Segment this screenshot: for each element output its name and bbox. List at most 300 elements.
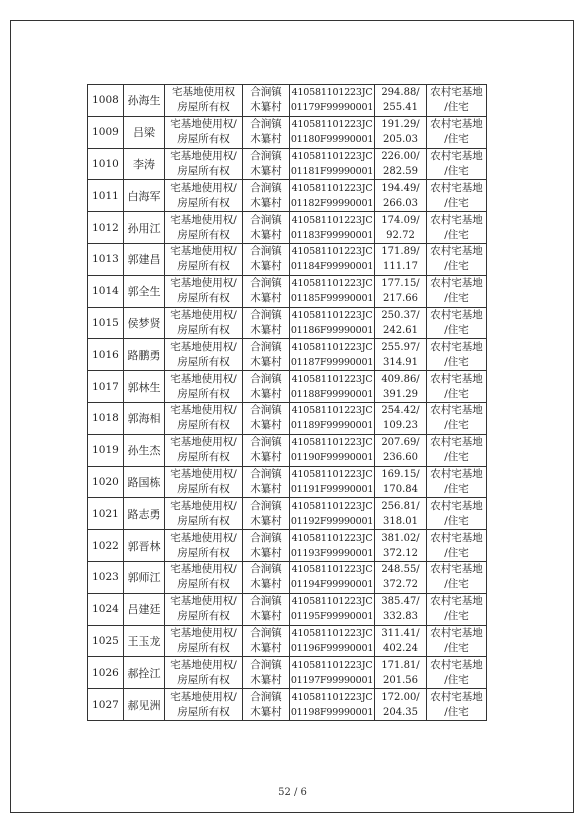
area-cell: [375, 593, 427, 625]
area-cell: [375, 689, 427, 721]
area-cell: [375, 530, 427, 562]
unit-code-cell: [290, 307, 375, 339]
owner-name-cell: 郭林生: [124, 371, 165, 403]
location-line: 木纂村: [250, 164, 282, 177]
area-line: 372.72: [383, 579, 418, 591]
usage-line: 农村宅基地: [430, 404, 483, 417]
table-row: [88, 689, 487, 721]
usage-line: 农村宅基地: [430, 690, 483, 703]
right-type-line: 房屋所有权: [177, 323, 230, 336]
area-line: 236.60: [383, 452, 418, 464]
unit-code-cell: [290, 402, 375, 434]
area-line: 191.29/: [381, 119, 420, 131]
usage-line: 农村宅基地: [430, 626, 483, 639]
area-cell: [375, 402, 427, 434]
location-cell: [243, 275, 290, 307]
record-id-cell: 1016: [88, 339, 124, 371]
unit-code-line: 410581101223JC: [291, 405, 373, 417]
right-type-cell: [165, 212, 243, 244]
usage-line: 农村宅基地: [430, 436, 483, 449]
table-row: [88, 466, 487, 498]
area-cell: [375, 243, 427, 275]
location-cell: [243, 85, 290, 117]
owner-name-cell: 郭全生: [124, 275, 165, 307]
table-row: [88, 371, 487, 403]
location-line: 合涧镇: [250, 563, 282, 576]
usage-line: /住宅: [444, 419, 469, 432]
right-type-line: 宅基地使用权/: [170, 277, 237, 290]
location-line: 合涧镇: [250, 308, 282, 321]
area-cell: [375, 339, 427, 371]
unit-code-cell: [290, 530, 375, 562]
location-line: 合涧镇: [250, 372, 282, 385]
usage-line: /住宅: [444, 292, 469, 305]
area-cell: [375, 85, 427, 117]
area-line: 207.69/: [381, 437, 420, 449]
table-row: [88, 593, 487, 625]
right-type-line: 宅基地使用权/: [170, 563, 237, 576]
area-line: 391.29: [383, 388, 418, 400]
location-line: 木纂村: [250, 260, 282, 273]
location-line: 合涧镇: [250, 626, 282, 639]
record-id-cell: 1025: [88, 625, 124, 657]
usage-cell: [427, 116, 487, 148]
location-line: 木纂村: [250, 482, 282, 495]
record-id-cell: 1020: [88, 466, 124, 498]
usage-line: /住宅: [444, 578, 469, 591]
unit-code-line: 410581101223JC: [291, 373, 373, 385]
right-type-line: 房屋所有权: [177, 705, 230, 718]
unit-code-cell: [290, 275, 375, 307]
usage-line: /住宅: [444, 451, 469, 464]
record-id-cell: 1015: [88, 307, 124, 339]
table-row: [88, 434, 487, 466]
area-line: 256.81/: [381, 500, 420, 512]
unit-code-line: 01180F99990001: [290, 134, 374, 146]
right-type-line: 房屋所有权: [177, 482, 230, 495]
location-line: 合涧镇: [250, 340, 282, 353]
record-id-cell: 1008: [88, 85, 124, 117]
unit-code-cell: [290, 434, 375, 466]
owner-name-cell: 孙生杰: [124, 434, 165, 466]
owner-name-cell: 王玉龙: [124, 625, 165, 657]
right-type-line: 房屋所有权: [177, 101, 230, 114]
area-line: 248.55/: [381, 564, 420, 576]
area-line: 177.15/: [381, 278, 420, 290]
unit-code-line: 410581101223JC: [291, 500, 373, 512]
right-type-cell: [165, 530, 243, 562]
usage-line: /住宅: [444, 133, 469, 146]
area-line: 318.01: [383, 515, 418, 527]
owner-name-cell: 郭海相: [124, 402, 165, 434]
area-cell: [375, 498, 427, 530]
location-cell: [243, 561, 290, 593]
location-line: 木纂村: [250, 546, 282, 559]
unit-code-cell: [290, 116, 375, 148]
location-line: 木纂村: [250, 641, 282, 654]
usage-line: 农村宅基地: [430, 118, 483, 131]
usage-cell: [427, 530, 487, 562]
area-line: 170.84: [383, 483, 418, 495]
area-line: 255.41: [383, 102, 418, 114]
right-type-line: 宅基地使用权/: [170, 690, 237, 703]
location-cell: [243, 689, 290, 721]
usage-line: 农村宅基地: [430, 563, 483, 576]
usage-line: 农村宅基地: [430, 467, 483, 480]
unit-code-line: 410581101223JC: [291, 468, 373, 480]
right-type-line: 宅基地使用权/: [170, 531, 237, 544]
unit-code-line: 01193F99990001: [290, 547, 374, 559]
right-type-line: 房屋所有权: [177, 514, 230, 527]
unit-code-line: 01187F99990001: [290, 356, 374, 368]
unit-code-line: 01189F99990001: [290, 420, 374, 432]
usage-line: /住宅: [444, 673, 469, 686]
usage-line: 农村宅基地: [430, 658, 483, 671]
area-line: 255.97/: [381, 341, 420, 353]
location-cell: [243, 434, 290, 466]
usage-line: /住宅: [444, 101, 469, 114]
unit-code-line: 410581101223JC: [291, 437, 373, 449]
location-line: 木纂村: [250, 101, 282, 114]
area-cell: [375, 212, 427, 244]
table-row: [88, 180, 487, 212]
record-id-cell: 1027: [88, 689, 124, 721]
unit-code-line: 01190F99990001: [290, 452, 374, 464]
usage-cell: [427, 402, 487, 434]
area-cell: [375, 180, 427, 212]
area-line: 332.83: [383, 611, 418, 623]
table-row: [88, 116, 487, 148]
record-id-cell: 1012: [88, 212, 124, 244]
record-id-cell: 1023: [88, 561, 124, 593]
location-line: 合涧镇: [250, 213, 282, 226]
area-line: 201.56: [383, 674, 418, 686]
location-cell: [243, 116, 290, 148]
location-line: 木纂村: [250, 387, 282, 400]
unit-code-line: 410581101223JC: [291, 278, 373, 290]
table-row: [88, 85, 487, 117]
table-row: [88, 339, 487, 371]
area-line: 381.02/: [381, 532, 420, 544]
location-line: 木纂村: [250, 419, 282, 432]
usage-cell: [427, 434, 487, 466]
usage-line: /住宅: [444, 228, 469, 241]
right-type-line: 宅基地使用权/: [170, 118, 237, 131]
right-type-cell: [165, 148, 243, 180]
table-row: [88, 275, 487, 307]
right-type-line: 房屋所有权: [177, 451, 230, 464]
right-type-line: 房屋所有权: [177, 164, 230, 177]
area-line: 402.24: [383, 642, 418, 654]
right-type-line: 房屋所有权: [177, 673, 230, 686]
location-line: 合涧镇: [250, 531, 282, 544]
unit-code-line: 01185F99990001: [290, 293, 374, 305]
area-cell: [375, 307, 427, 339]
usage-line: /住宅: [444, 641, 469, 654]
usage-line: /住宅: [444, 196, 469, 209]
owner-name-cell: 孙海生: [124, 85, 165, 117]
area-cell: [375, 148, 427, 180]
unit-code-cell: [290, 625, 375, 657]
area-line: 242.61: [383, 324, 418, 336]
right-type-line: 宅基地使用权/: [170, 245, 237, 258]
right-type-line: 房屋所有权: [177, 546, 230, 559]
usage-line: 农村宅基地: [430, 86, 483, 99]
right-type-line: 房屋所有权: [177, 355, 230, 368]
location-cell: [243, 243, 290, 275]
right-type-line: 宅基地使用权/: [170, 181, 237, 194]
owner-name-cell: 侯梦贤: [124, 307, 165, 339]
location-cell: [243, 212, 290, 244]
usage-line: 农村宅基地: [430, 499, 483, 512]
owner-name-cell: 郝见洲: [124, 689, 165, 721]
right-type-cell: [165, 466, 243, 498]
location-cell: [243, 593, 290, 625]
usage-cell: [427, 466, 487, 498]
area-cell: [375, 371, 427, 403]
unit-code-line: 410581101223JC: [291, 341, 373, 353]
right-type-line: 房屋所有权: [177, 228, 230, 241]
unit-code-cell: [290, 466, 375, 498]
usage-cell: [427, 689, 487, 721]
right-type-cell: [165, 498, 243, 530]
unit-code-line: 410581101223JC: [291, 596, 373, 608]
usage-line: /住宅: [444, 260, 469, 273]
usage-cell: [427, 371, 487, 403]
unit-code-cell: [290, 689, 375, 721]
right-type-line: 宅基地使用权/: [170, 149, 237, 162]
area-line: 205.03: [383, 134, 418, 146]
location-cell: [243, 625, 290, 657]
right-type-cell: [165, 434, 243, 466]
unit-code-cell: [290, 561, 375, 593]
table-row: [88, 307, 487, 339]
unit-code-line: 01194F99990001: [290, 579, 374, 591]
area-line: 111.17: [383, 261, 418, 273]
location-line: 合涧镇: [250, 118, 282, 131]
area-line: 217.66: [383, 293, 418, 305]
usage-cell: [427, 561, 487, 593]
usage-cell: [427, 625, 487, 657]
right-type-cell: [165, 561, 243, 593]
area-line: 174.09/: [381, 214, 420, 226]
area-cell: [375, 657, 427, 689]
area-cell: [375, 116, 427, 148]
usage-line: /住宅: [444, 323, 469, 336]
unit-code-cell: [290, 148, 375, 180]
table-row: [88, 561, 487, 593]
usage-line: 农村宅基地: [430, 213, 483, 226]
unit-code-line: 410581101223JC: [291, 627, 373, 639]
right-type-cell: [165, 85, 243, 117]
area-line: 172.00/: [381, 691, 420, 703]
owner-name-cell: 郭师江: [124, 561, 165, 593]
right-type-line: 宅基地使用权/: [170, 213, 237, 226]
unit-code-line: 410581101223JC: [291, 564, 373, 576]
area-line: 204.35: [383, 706, 418, 718]
right-type-line: 宅基地使用权: [172, 86, 235, 99]
unit-code-cell: [290, 371, 375, 403]
table-row: [88, 402, 487, 434]
unit-code-line: 01184F99990001: [290, 261, 374, 273]
table-row: [88, 625, 487, 657]
usage-line: /住宅: [444, 610, 469, 623]
usage-cell: [427, 148, 487, 180]
usage-line: /住宅: [444, 387, 469, 400]
area-line: 169.15/: [381, 468, 420, 480]
record-id-cell: 1009: [88, 116, 124, 148]
registry-table: [87, 84, 487, 721]
table-row: [88, 212, 487, 244]
usage-line: 农村宅基地: [430, 531, 483, 544]
unit-code-line: 01182F99990001: [290, 197, 374, 209]
right-type-cell: [165, 625, 243, 657]
right-type-line: 房屋所有权: [177, 578, 230, 591]
right-type-cell: [165, 593, 243, 625]
location-line: 木纂村: [250, 610, 282, 623]
area-line: 171.89/: [381, 246, 420, 258]
location-line: 合涧镇: [250, 658, 282, 671]
location-cell: [243, 530, 290, 562]
usage-line: /住宅: [444, 705, 469, 718]
area-cell: [375, 625, 427, 657]
location-line: 合涧镇: [250, 181, 282, 194]
right-type-line: 宅基地使用权/: [170, 308, 237, 321]
right-type-cell: [165, 689, 243, 721]
unit-code-line: 01191F99990001: [290, 483, 374, 495]
table-row: [88, 530, 487, 562]
unit-code-line: 01192F99990001: [290, 515, 374, 527]
right-type-line: 宅基地使用权/: [170, 658, 237, 671]
area-line: 109.23: [383, 420, 418, 432]
owner-name-cell: 孙用江: [124, 212, 165, 244]
usage-line: 农村宅基地: [430, 595, 483, 608]
location-line: 木纂村: [250, 673, 282, 686]
usage-cell: [427, 593, 487, 625]
location-line: 木纂村: [250, 578, 282, 591]
unit-code-line: 01181F99990001: [290, 165, 374, 177]
area-cell: [375, 275, 427, 307]
location-cell: [243, 466, 290, 498]
right-type-line: 宅基地使用权/: [170, 436, 237, 449]
right-type-line: 宅基地使用权/: [170, 595, 237, 608]
unit-code-line: 410581101223JC: [291, 532, 373, 544]
unit-code-line: 01196F99990001: [290, 642, 374, 654]
record-id-cell: 1011: [88, 180, 124, 212]
unit-code-line: 01186F99990001: [290, 324, 374, 336]
usage-line: /住宅: [444, 355, 469, 368]
location-cell: [243, 148, 290, 180]
usage-line: /住宅: [444, 514, 469, 527]
unit-code-line: 410581101223JC: [291, 119, 373, 131]
unit-code-cell: [290, 657, 375, 689]
record-id-cell: 1017: [88, 371, 124, 403]
right-type-line: 房屋所有权: [177, 641, 230, 654]
owner-name-cell: 郭建昌: [124, 243, 165, 275]
area-line: 194.49/: [381, 182, 420, 194]
area-line: 409.86/: [381, 373, 420, 385]
usage-cell: [427, 657, 487, 689]
usage-cell: [427, 180, 487, 212]
area-line: 311.41/: [381, 627, 420, 639]
unit-code-line: 410581101223JC: [291, 659, 373, 671]
table-row: [88, 498, 487, 530]
record-id-cell: 1026: [88, 657, 124, 689]
location-line: 合涧镇: [250, 595, 282, 608]
location-line: 木纂村: [250, 133, 282, 146]
usage-cell: [427, 243, 487, 275]
right-type-line: 房屋所有权: [177, 133, 230, 146]
location-line: 木纂村: [250, 196, 282, 209]
location-line: 合涧镇: [250, 467, 282, 480]
location-line: 合涧镇: [250, 86, 282, 99]
owner-name-cell: 李涛: [124, 148, 165, 180]
right-type-line: 房屋所有权: [177, 260, 230, 273]
location-line: 合涧镇: [250, 149, 282, 162]
unit-code-cell: [290, 212, 375, 244]
record-id-cell: 1018: [88, 402, 124, 434]
location-line: 合涧镇: [250, 690, 282, 703]
usage-line: 农村宅基地: [430, 181, 483, 194]
location-line: 木纂村: [250, 228, 282, 241]
owner-name-cell: 路国栋: [124, 466, 165, 498]
unit-code-line: 01179F99990001: [290, 102, 374, 114]
right-type-line: 宅基地使用权/: [170, 467, 237, 480]
location-line: 合涧镇: [250, 404, 282, 417]
record-id-cell: 1010: [88, 148, 124, 180]
unit-code-line: 01195F99990001: [290, 611, 374, 623]
unit-code-cell: [290, 180, 375, 212]
right-type-cell: [165, 307, 243, 339]
location-line: 木纂村: [250, 705, 282, 718]
right-type-line: 宅基地使用权/: [170, 499, 237, 512]
record-id-cell: 1024: [88, 593, 124, 625]
right-type-cell: [165, 180, 243, 212]
unit-code-line: 01183F99990001: [290, 229, 374, 241]
record-id-cell: 1022: [88, 530, 124, 562]
usage-line: 农村宅基地: [430, 340, 483, 353]
location-cell: [243, 307, 290, 339]
location-line: 木纂村: [250, 514, 282, 527]
owner-name-cell: 郝拴江: [124, 657, 165, 689]
unit-code-line: 410581101223JC: [291, 87, 373, 99]
area-line: 282.59: [383, 165, 418, 177]
location-cell: [243, 498, 290, 530]
usage-line: 农村宅基地: [430, 372, 483, 385]
right-type-line: 房屋所有权: [177, 419, 230, 432]
owner-name-cell: 路志勇: [124, 498, 165, 530]
location-line: 合涧镇: [250, 499, 282, 512]
area-cell: [375, 561, 427, 593]
right-type-cell: [165, 116, 243, 148]
location-cell: [243, 657, 290, 689]
location-line: 合涧镇: [250, 436, 282, 449]
location-cell: [243, 339, 290, 371]
right-type-line: 宅基地使用权/: [170, 340, 237, 353]
location-line: 合涧镇: [250, 245, 282, 258]
area-line: 266.03: [383, 197, 418, 209]
location-line: 木纂村: [250, 292, 282, 305]
usage-cell: [427, 498, 487, 530]
usage-cell: [427, 339, 487, 371]
usage-cell: [427, 85, 487, 117]
location-line: 木纂村: [250, 355, 282, 368]
area-line: 92.72: [386, 229, 415, 241]
unit-code-line: 410581101223JC: [291, 182, 373, 194]
right-type-cell: [165, 657, 243, 689]
area-cell: [375, 434, 427, 466]
unit-code-line: 410581101223JC: [291, 246, 373, 258]
